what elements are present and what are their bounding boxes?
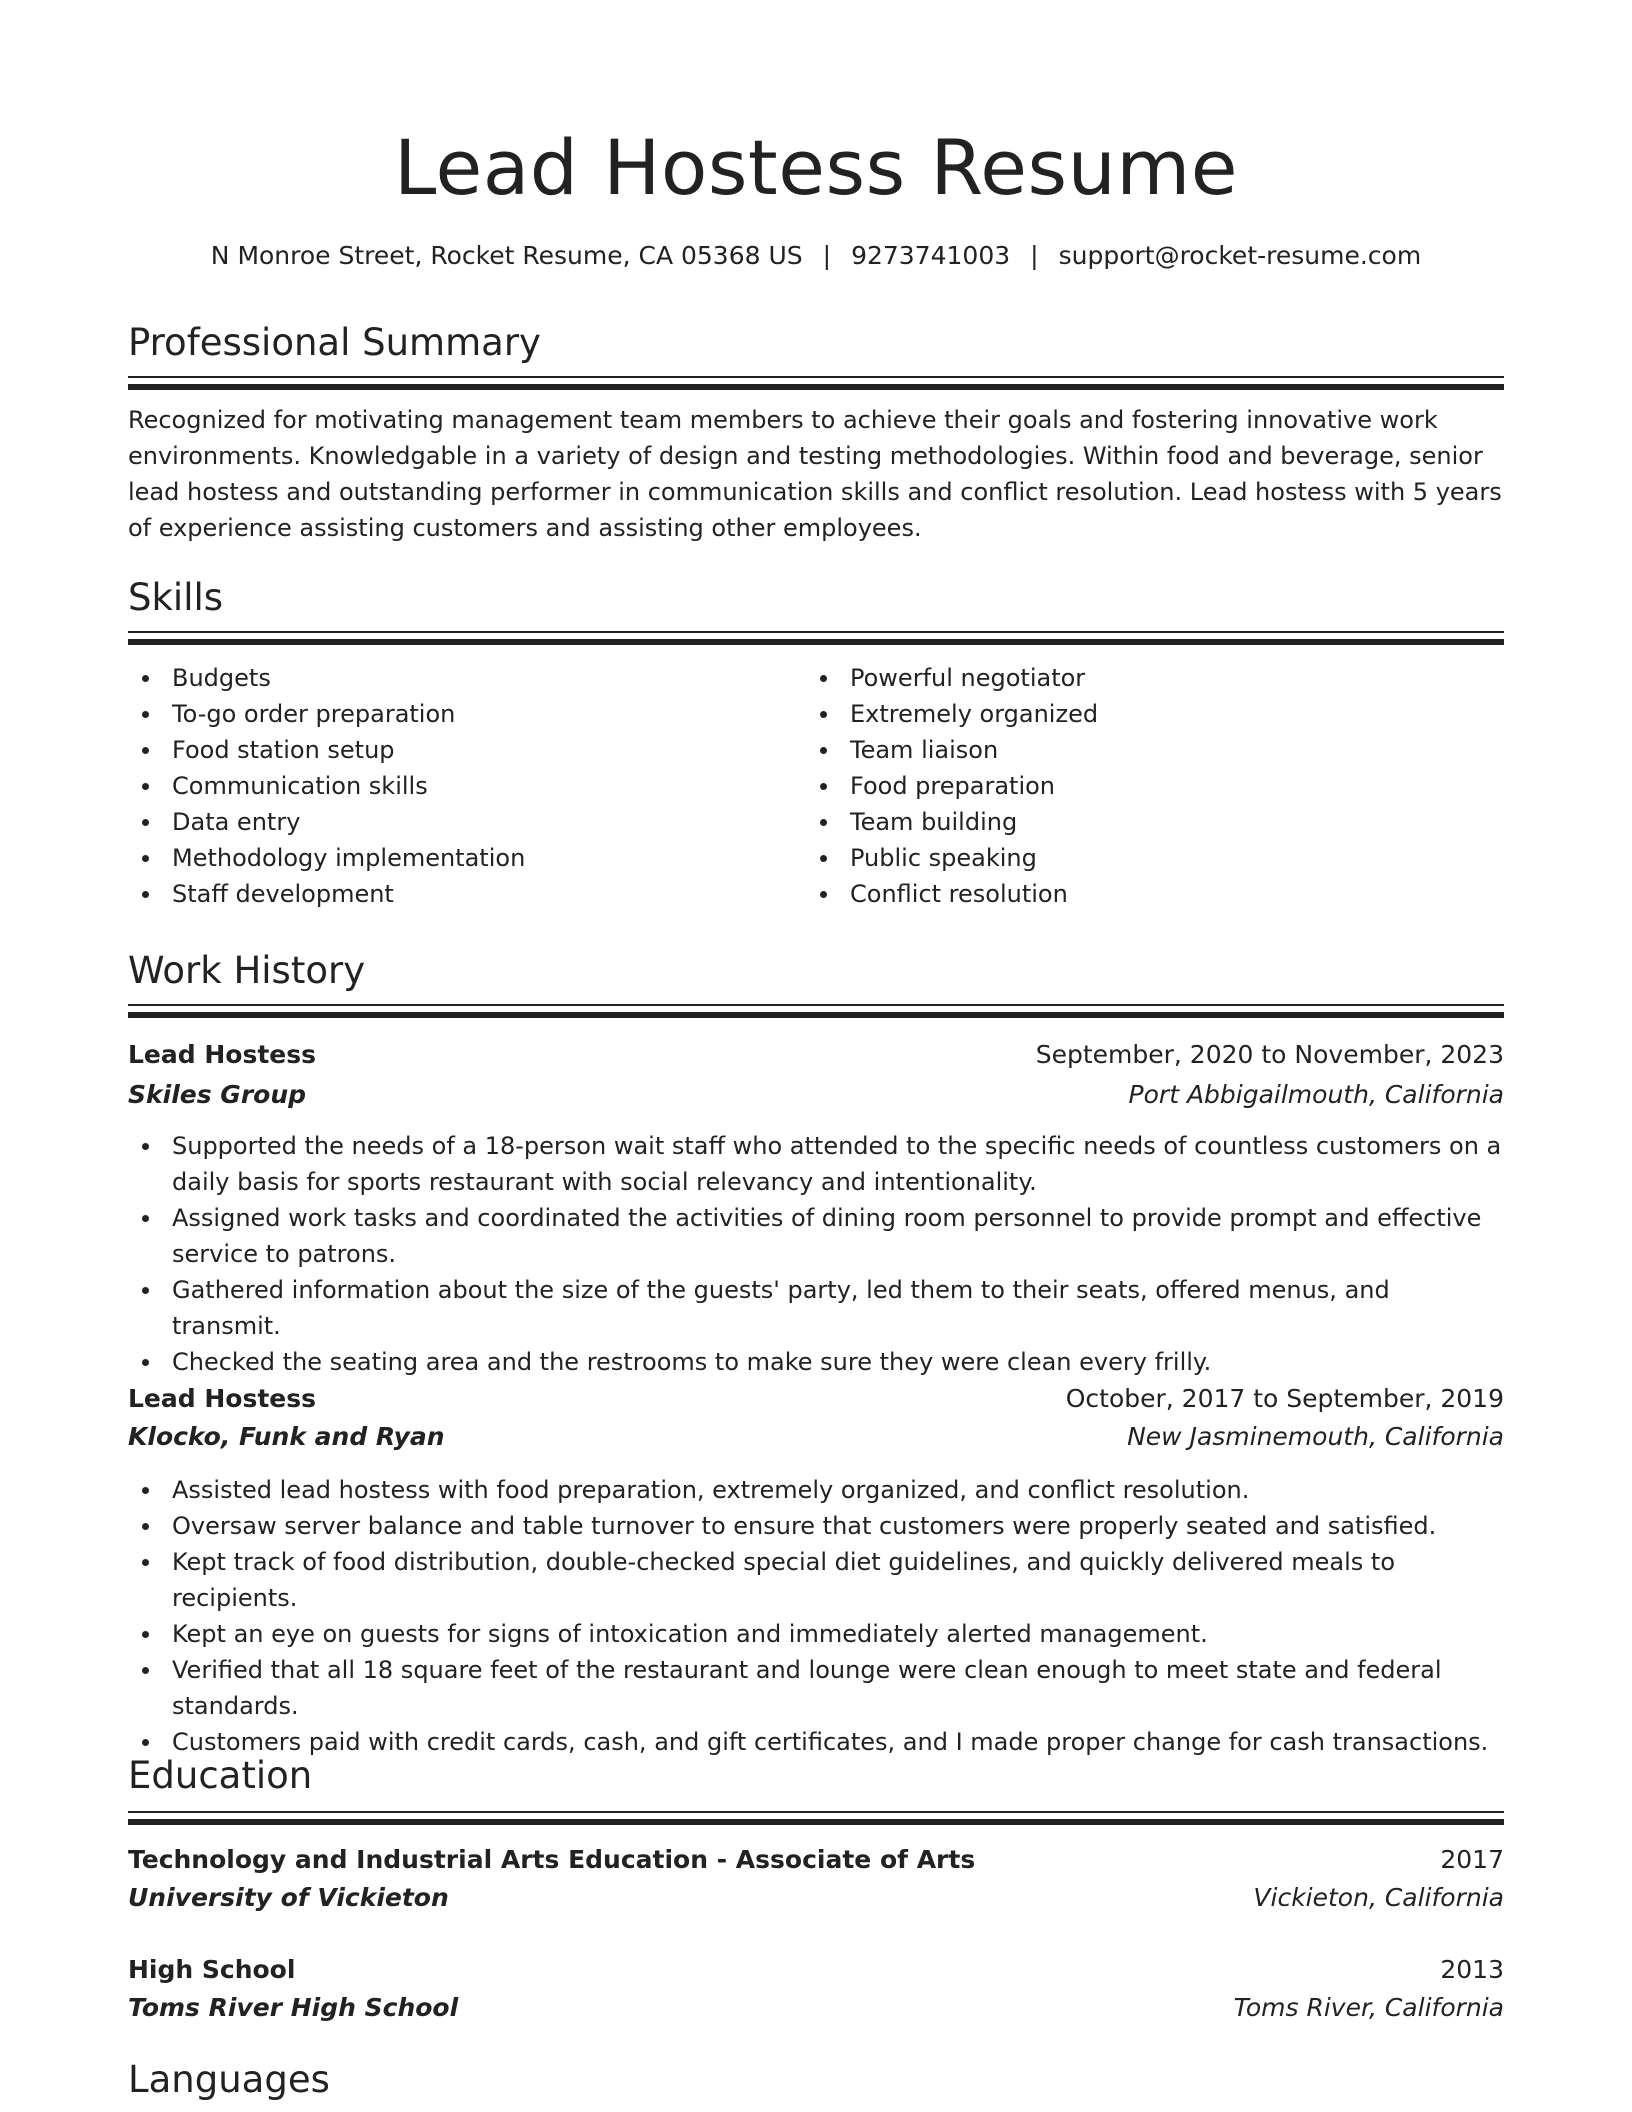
education-year: 2013 bbox=[1440, 1955, 1504, 1984]
skill-item: Team building bbox=[806, 804, 1466, 840]
skill-item: To-go order preparation bbox=[128, 696, 788, 732]
job-title: Lead Hostess bbox=[128, 1384, 317, 1413]
job-bullets bbox=[128, 1128, 1504, 1380]
skill-item: Methodology implementation bbox=[128, 840, 788, 876]
skill-item: Powerful negotiator bbox=[806, 660, 1466, 696]
education-location: Toms River, California bbox=[1233, 1993, 1504, 2022]
section-divider bbox=[128, 1004, 1504, 1006]
page-title: Lead Hostess Resume bbox=[393, 123, 1239, 212]
education-school: University of Vickieton bbox=[128, 1883, 449, 1912]
education-degree: Technology and Industrial Arts Education - Associate of Arts bbox=[128, 1845, 976, 1874]
section-divider bbox=[128, 631, 1504, 633]
job-dates: September, 2020 to November, 2023 bbox=[1035, 1040, 1504, 1069]
contact-separator: | bbox=[822, 241, 832, 270]
job-header bbox=[128, 1380, 1504, 1418]
contact-phone: 9273741003 bbox=[851, 241, 1011, 270]
job-bullet: Oversaw server balance and table turnover to ensure that customers were properly seated and satisfied. bbox=[128, 1508, 1504, 1544]
job-bullet: Supported the needs of a 18-person wait staff who attended to the specific needs of countless customers on a daily basis for sports restaurant with social relevancy and intentionality. bbox=[128, 1128, 1504, 1200]
job-bullet: Gathered information about the size of the guests' party, led them to their seats, offered menus, and transmit. bbox=[128, 1272, 1504, 1344]
section-heading-work: Work History bbox=[128, 949, 366, 992]
contact-email: support@rocket-resume.com bbox=[1058, 241, 1422, 270]
education-subheader bbox=[128, 1879, 1504, 1917]
education-header bbox=[128, 1951, 1504, 1989]
job-bullet: Customers paid with credit cards, cash, and gift certificates, and I made proper change for cash transactions. bbox=[128, 1724, 1504, 1760]
education-subheader bbox=[128, 1989, 1504, 2027]
contact-line bbox=[128, 238, 1504, 274]
job-subheader bbox=[128, 1418, 1504, 1456]
summary-text: Recognized for motivating management team members to achieve their goals and fostering innovative work environments. Knowledgable in a variety of design and testing methodologies. Within food and beverage, senior lead hostess and outstanding performer in communication skills and conflict resolution. Lead hostess with 5 years of experience assisting customers and assisting other employees. bbox=[128, 406, 1502, 542]
job-bullet: Assigned work tasks and coordinated the activities of dining room personnel to provide prompt and effective service to patrons. bbox=[128, 1200, 1504, 1272]
skill-item: Budgets bbox=[128, 660, 788, 696]
job-company: Skiles Group bbox=[128, 1080, 307, 1109]
skill-item: Staff development bbox=[128, 876, 788, 912]
job-location: Port Abbigailmouth, California bbox=[1128, 1080, 1504, 1109]
section-heading-education: Education bbox=[128, 1754, 313, 1797]
education-header bbox=[128, 1841, 1504, 1879]
section-divider bbox=[128, 376, 1504, 378]
skill-item: Communication skills bbox=[128, 768, 788, 804]
job-bullet: Kept track of food distribution, double-checked special diet guidelines, and quickly delivered meals to recipients. bbox=[128, 1544, 1504, 1616]
education-school: Toms River High School bbox=[128, 1993, 459, 2022]
contact-address: N Monroe Street, Rocket Resume, CA 05368 US bbox=[210, 241, 803, 270]
section-heading-skills: Skills bbox=[128, 576, 224, 619]
skill-item: Conflict resolution bbox=[806, 876, 1466, 912]
section-heading-summary: Professional Summary bbox=[128, 321, 541, 364]
job-company: Klocko, Funk and Ryan bbox=[128, 1422, 445, 1451]
skill-item: Food preparation bbox=[806, 768, 1466, 804]
contact-separator: | bbox=[1030, 241, 1039, 270]
job-bullet: Verified that all 18 square feet of the restaurant and lounge were clean enough to meet state and federal standards. bbox=[128, 1652, 1504, 1724]
job-bullet: Assisted lead hostess with food preparation, extremely organized, and conflict resolution. bbox=[128, 1472, 1504, 1508]
job-bullet: Checked the seating area and the restrooms to make sure they were clean every frilly. bbox=[128, 1344, 1504, 1380]
job-subheader bbox=[128, 1076, 1504, 1114]
job-dates: October, 2017 to September, 2019 bbox=[1065, 1384, 1504, 1413]
skill-item: Food station setup bbox=[128, 732, 788, 768]
section-divider bbox=[128, 1811, 1504, 1813]
job-bullet: Kept an eye on guests for signs of intoxication and immediately alerted management. bbox=[128, 1616, 1504, 1652]
section-heading-languages: Languages bbox=[128, 2058, 330, 2101]
skills-list-right bbox=[806, 660, 1466, 912]
skill-item: Extremely organized bbox=[806, 696, 1466, 732]
skill-item: Team liaison bbox=[806, 732, 1466, 768]
education-location: Vickieton, California bbox=[1253, 1883, 1504, 1912]
job-title: Lead Hostess bbox=[128, 1040, 317, 1069]
education-year: 2017 bbox=[1440, 1845, 1504, 1874]
education-degree: High School bbox=[128, 1955, 296, 1984]
job-bullets bbox=[128, 1472, 1504, 1760]
skills-list-left bbox=[128, 660, 788, 912]
skill-item: Data entry bbox=[128, 804, 788, 840]
job-location: New Jasminemouth, California bbox=[1127, 1422, 1504, 1451]
job-header bbox=[128, 1036, 1504, 1074]
skill-item: Public speaking bbox=[806, 840, 1466, 876]
